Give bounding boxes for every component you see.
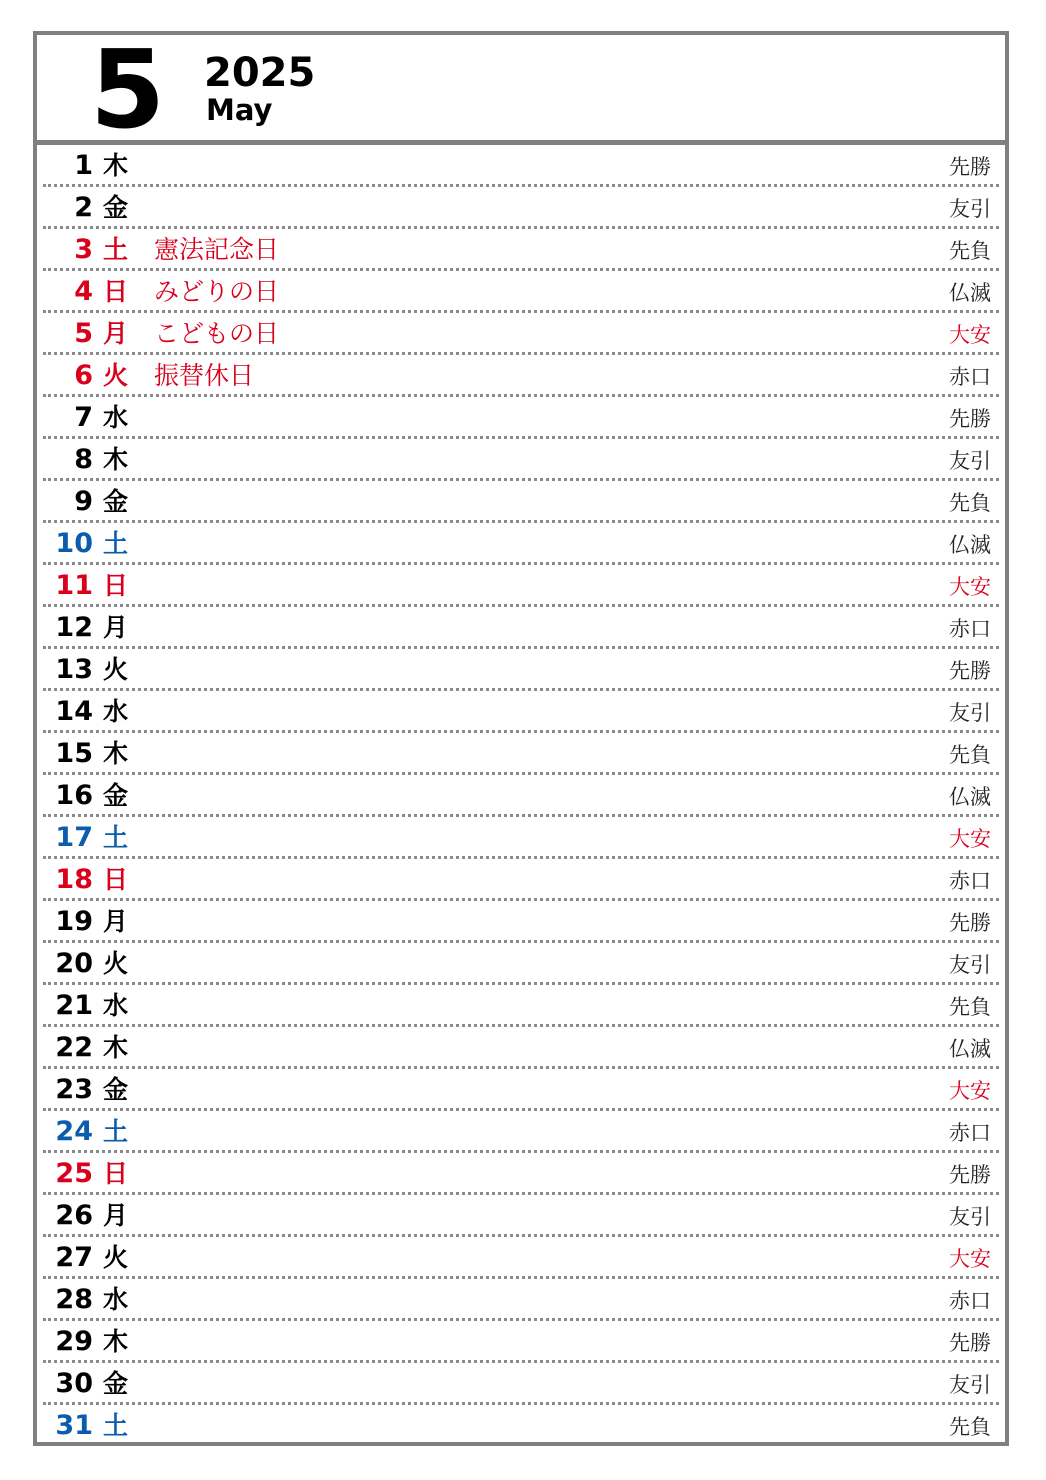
weekday-label: 日 [103,571,129,600]
weekday-label: 木 [103,739,129,768]
rokuyo-label: 友引 [949,1373,991,1397]
day-row [43,985,999,1027]
weekday-label: 日 [103,277,129,306]
day-number: 28 [55,1284,93,1315]
day-number: 30 [55,1368,93,1399]
day-number: 9 [74,486,93,517]
weekday-label: 土 [103,235,129,264]
day-row [43,943,999,985]
rokuyo-label: 友引 [949,701,991,725]
day-row [43,1279,999,1321]
weekday-label: 日 [103,1159,129,1188]
weekday-label: 月 [103,613,129,642]
weekday-label: 火 [103,1243,129,1272]
calendar-header [37,28,1005,153]
day-row [43,901,999,943]
holiday-name: 憲法記念日 [154,235,280,264]
day-number: 19 [55,906,93,937]
weekday-label: 月 [103,1201,129,1230]
rokuyo-label: 先負 [949,743,991,767]
month-name: May [206,93,273,127]
weekday-label: 木 [103,445,129,474]
weekday-label: 金 [103,487,129,516]
day-row [43,691,999,733]
day-number: 1 [74,150,93,181]
weekday-label: 木 [103,1033,129,1062]
day-row [43,1363,999,1405]
rokuyo-label: 先負 [949,995,991,1019]
rokuyo-label: 先勝 [949,911,991,935]
day-number: 4 [74,276,93,307]
rokuyo-label: 先負 [949,239,991,263]
day-number: 25 [55,1158,93,1189]
day-number: 16 [55,780,93,811]
day-row [43,397,999,439]
day-number: 3 [74,234,93,265]
rokuyo-label: 先勝 [949,407,991,431]
day-row [43,187,999,229]
rokuyo-label: 友引 [949,449,991,473]
day-row [43,817,999,859]
holiday-name: みどりの日 [154,277,280,306]
day-row [43,355,999,397]
day-row [43,229,999,271]
rokuyo-label: 大安 [949,575,991,599]
weekday-label: 火 [103,361,129,390]
day-number: 13 [55,654,93,685]
day-row [43,313,999,355]
rokuyo-label: 赤口 [949,617,991,641]
day-number: 10 [55,528,93,559]
day-number: 24 [55,1116,93,1147]
weekday-label: 水 [103,403,129,432]
rokuyo-label: 仏滅 [949,785,991,809]
rokuyo-label: 友引 [949,197,991,221]
month-number: 5 [90,28,166,153]
rokuyo-label: 先勝 [949,1163,991,1187]
day-number: 18 [55,864,93,895]
day-row [43,1195,999,1237]
weekday-label: 日 [103,865,129,894]
weekday-label: 土 [103,529,129,558]
day-row [43,1153,999,1195]
day-number: 14 [55,696,93,727]
weekday-label: 水 [103,991,129,1020]
day-row [43,1027,999,1069]
weekday-label: 月 [103,907,129,936]
holiday-name: 振替休日 [154,361,255,390]
day-row [43,145,999,187]
day-number: 15 [55,738,93,769]
day-number: 22 [55,1032,93,1063]
rokuyo-label: 大安 [949,323,991,347]
rokuyo-label: 先負 [949,1415,991,1439]
day-row [43,859,999,901]
day-number: 12 [55,612,93,643]
day-number: 26 [55,1200,93,1231]
rokuyo-label: 赤口 [949,365,991,389]
weekday-label: 火 [103,655,129,684]
weekday-label: 木 [103,151,129,180]
day-row [43,1321,999,1363]
day-row [43,271,999,313]
day-row [43,565,999,607]
weekday-label: 金 [103,781,129,810]
day-row [43,1111,999,1153]
day-number: 8 [74,444,93,475]
rokuyo-label: 友引 [949,1205,991,1229]
day-list [43,145,999,1447]
weekday-label: 土 [103,1117,129,1146]
calendar-frame [33,28,1009,1446]
day-row [43,607,999,649]
rokuyo-label: 赤口 [949,869,991,893]
day-row [43,649,999,691]
rokuyo-label: 友引 [949,953,991,977]
weekday-label: 木 [103,1327,129,1356]
day-row [43,439,999,481]
holiday-name: こどもの日 [154,319,280,348]
rokuyo-label: 赤口 [949,1289,991,1313]
day-row [43,775,999,817]
day-number: 23 [55,1074,93,1105]
day-row [43,733,999,775]
day-number: 20 [55,948,93,979]
day-number: 17 [55,822,93,853]
day-number: 31 [55,1410,93,1441]
rokuyo-label: 仏滅 [949,1037,991,1061]
day-number: 2 [74,192,93,223]
weekday-label: 水 [103,697,129,726]
day-row [43,523,999,565]
weekday-label: 土 [103,823,129,852]
day-number: 21 [55,990,93,1021]
year-label: 2025 [204,50,316,96]
rokuyo-label: 赤口 [949,1121,991,1145]
day-row [43,481,999,523]
weekday-label: 金 [103,1075,129,1104]
rokuyo-label: 仏滅 [949,533,991,557]
rokuyo-label: 大安 [949,827,991,851]
rokuyo-label: 仏滅 [949,281,991,305]
weekday-label: 水 [103,1285,129,1314]
day-number: 29 [55,1326,93,1357]
weekday-label: 月 [103,319,129,348]
day-number: 11 [55,570,93,601]
day-number: 5 [74,318,93,349]
rokuyo-label: 先勝 [949,1331,991,1355]
day-row [43,1405,999,1447]
weekday-label: 金 [103,1369,129,1398]
rokuyo-label: 大安 [949,1247,991,1271]
weekday-label: 金 [103,193,129,222]
rokuyo-label: 大安 [949,1079,991,1103]
rokuyo-label: 先負 [949,491,991,515]
day-number: 6 [74,360,93,391]
rokuyo-label: 先勝 [949,155,991,179]
day-row [43,1069,999,1111]
day-number: 27 [55,1242,93,1273]
weekday-label: 土 [103,1411,129,1440]
weekday-label: 火 [103,949,129,978]
rokuyo-label: 先勝 [949,659,991,683]
day-number: 7 [74,402,93,433]
day-row [43,1237,999,1279]
